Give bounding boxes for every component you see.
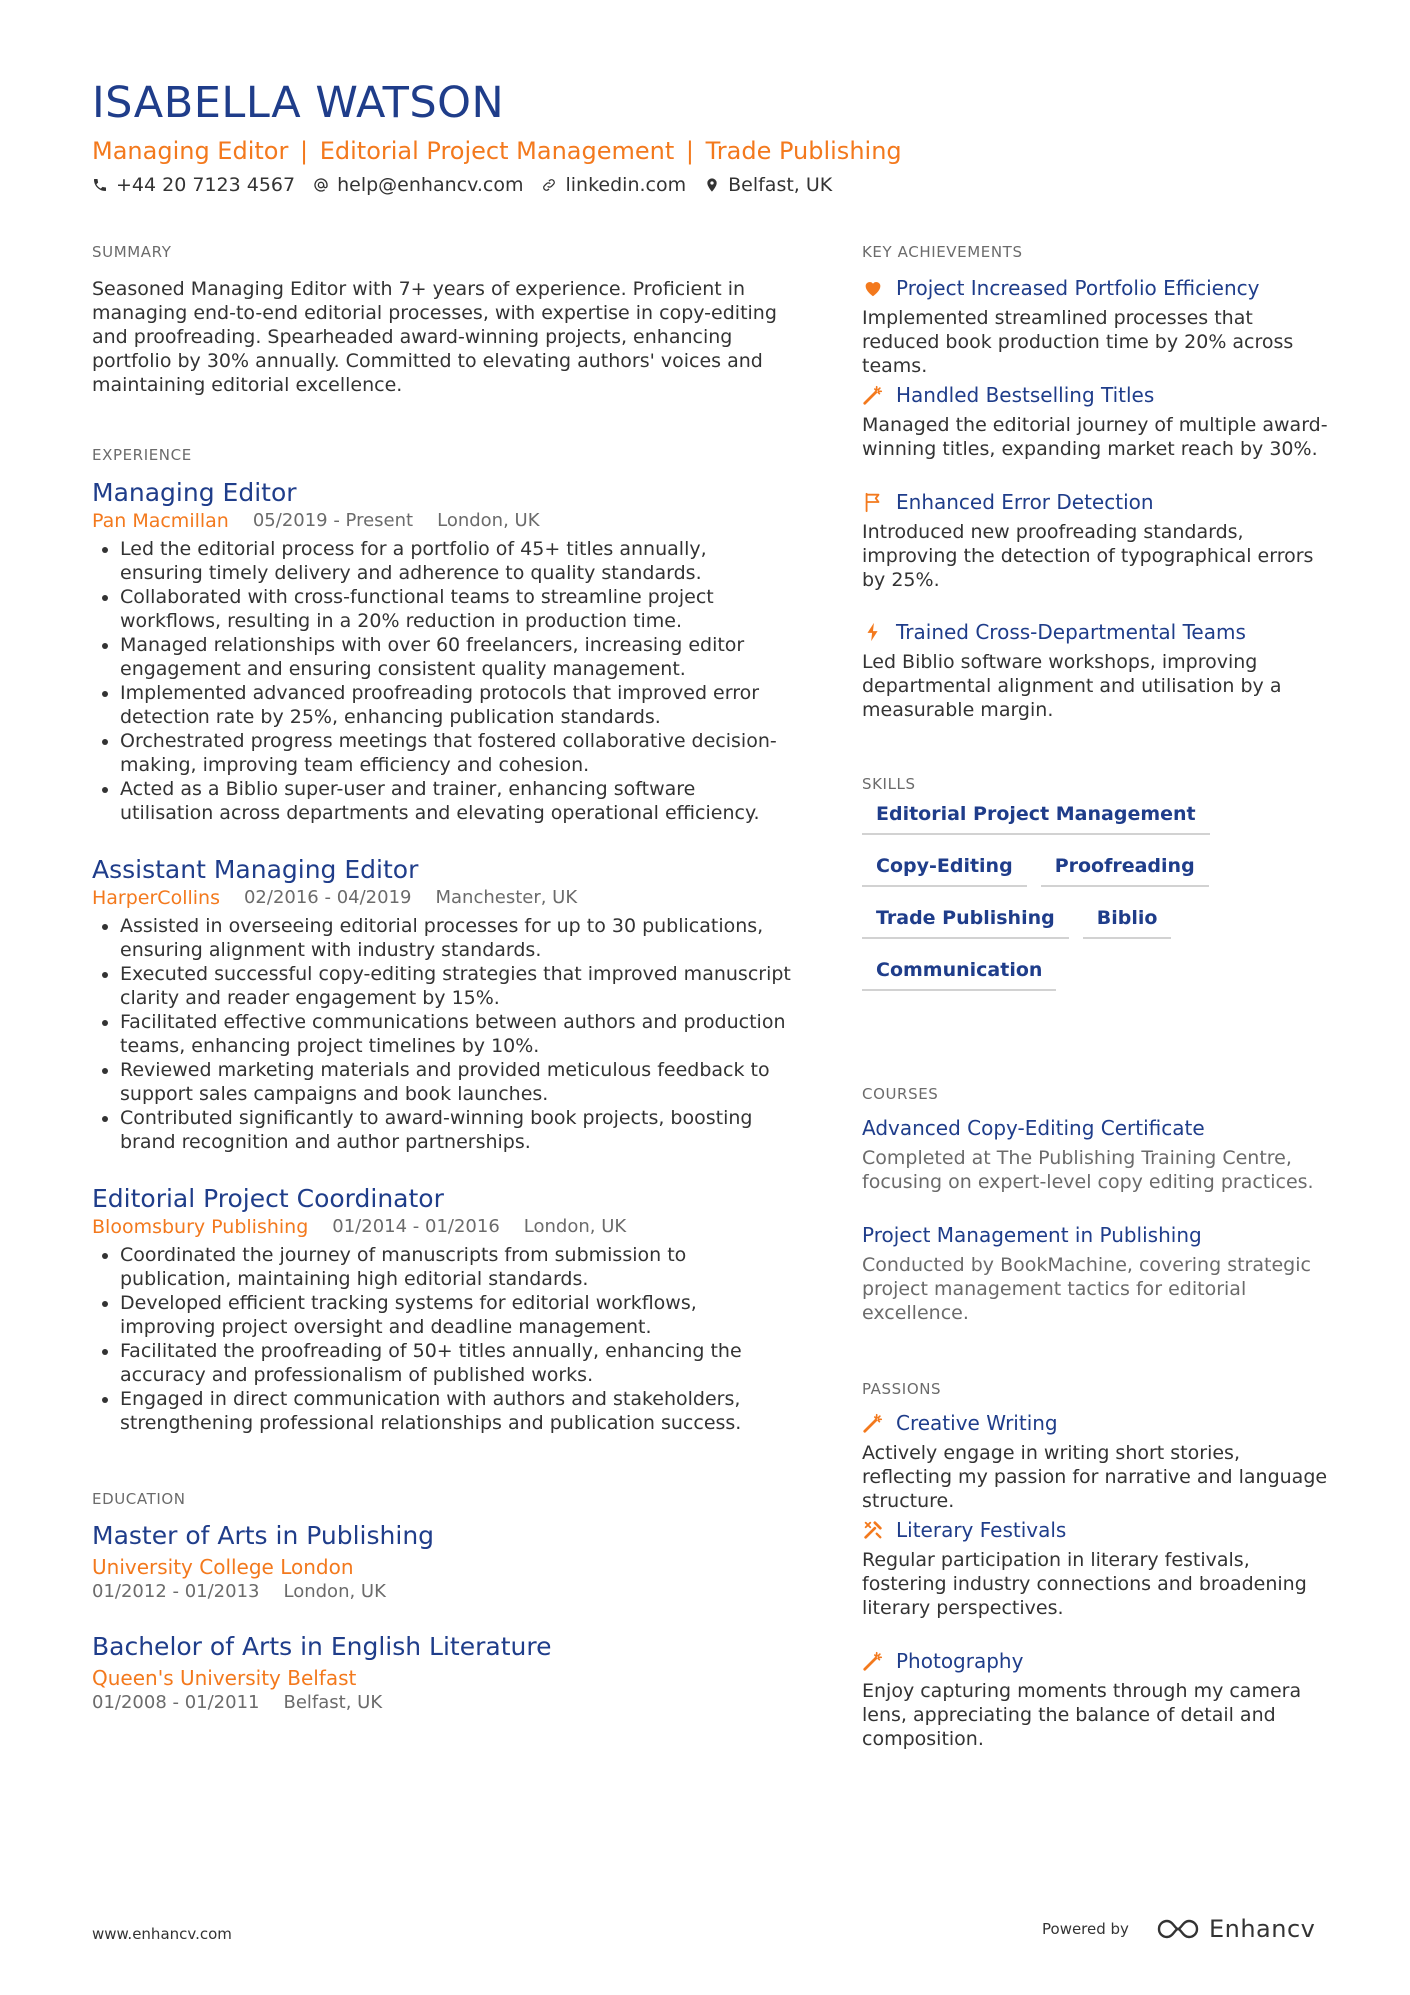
- passion-title: Literary Festivals: [896, 1518, 1067, 1542]
- passion-item: [862, 1517, 1332, 1620]
- company-name: Pan Macmillan: [92, 510, 229, 532]
- achievement-item: [862, 489, 1332, 592]
- job-bullet: • Coordinated the journey of manuscripts from submission to publication, maintaining high editorial standards.: [120, 1243, 792, 1291]
- education-meta: [92, 1580, 792, 1604]
- passion-item: [862, 1648, 1332, 1751]
- job-bullet: • Led the editorial process for a portfolio of 45+ titles annually, ensuring timely delivery and adherence to quality standards.: [120, 537, 792, 585]
- achievement-desc: Led Biblio software workshops, improving departmental alignment and utilisation by a measurable margin.: [862, 651, 1282, 721]
- bolt-icon: [862, 621, 884, 643]
- experience-entry: [92, 478, 792, 825]
- job-dates: 05/2019 - Present: [252, 510, 414, 531]
- passion-desc: Regular participation in literary festivals, fostering industry connections and broadening literary perspectives.: [862, 1549, 1307, 1619]
- contact-linkedin[interactable]: [541, 174, 686, 196]
- education-entry: [92, 1520, 792, 1604]
- achievements-heading: KEY ACHIEVEMENTS: [862, 243, 1023, 261]
- job-dates: 01/2014 - 01/2016: [332, 1216, 500, 1237]
- job-bullet: • Reviewed marketing materials and provided meticulous feedback to support sales campaigns and book launches.: [120, 1058, 792, 1106]
- education-heading: EDUCATION: [92, 1490, 186, 1508]
- magic-wand-icon: [862, 384, 884, 406]
- job-meta: [92, 886, 792, 910]
- passion-title: Creative Writing: [896, 1411, 1058, 1435]
- degree-title: Bachelor of Arts in English Literature: [92, 1632, 552, 1661]
- course-item: [862, 1222, 1342, 1325]
- experience-entry: [92, 1184, 792, 1435]
- headline-industry: Trade Publishing: [705, 137, 902, 165]
- headline: [92, 137, 902, 165]
- phone-icon: [92, 177, 108, 193]
- job-meta: [92, 509, 792, 533]
- headline-separator: |: [685, 137, 694, 165]
- location-pin-icon: [704, 177, 720, 193]
- company-name: HarperCollins: [92, 887, 220, 909]
- job-dates: 02/2016 - 04/2019: [243, 887, 412, 908]
- job-meta: [92, 1215, 792, 1239]
- contact-bar: [92, 174, 832, 196]
- contact-phone[interactable]: [92, 174, 295, 196]
- job-bullet: • Facilitated the proofreading of 50+ titles annually, enhancing the accuracy and professionalism of published works.: [120, 1339, 792, 1387]
- linkedin-text: linkedin.com: [565, 174, 687, 196]
- skill-tag: Biblio: [1083, 906, 1172, 939]
- achievement-desc: Managed the editorial journey of multiple award-winning titles, expanding market reach by 30%.: [862, 414, 1328, 460]
- headline-focus: Editorial Project Management: [319, 137, 675, 165]
- course-title: Advanced Copy-Editing Certificate: [862, 1116, 1205, 1140]
- enhancv-brand-text: Enhancv: [1208, 1915, 1316, 1943]
- achievement-item: [862, 382, 1332, 461]
- job-bullet: • Developed efficient tracking systems for editorial workflows, improving project oversight and deadline management.: [120, 1291, 792, 1339]
- skills-heading: SKILLS: [862, 775, 916, 793]
- summary-text: Seasoned Managing Editor with 7+ years of experience. Proficient in managing end-to-end editorial processes, with expertise in copy-editing and proofreading. Spearheaded award-winning projects, enhancing portfolio by 30% annually. Committed to elevating authors' voices and maintaining editorial excellence.: [92, 278, 777, 396]
- job-bullets: [92, 537, 792, 825]
- education-dates: 01/2012 - 01/2013: [92, 1581, 260, 1602]
- skills-list: [862, 802, 1332, 1010]
- magic-wand-icon: [862, 1650, 884, 1672]
- skill-tag: Editorial Project Management: [862, 802, 1210, 835]
- skill-tag: Trade Publishing: [862, 906, 1069, 939]
- footer-branding[interactable]: [1042, 1915, 1315, 1943]
- job-location: London, UK: [523, 1216, 627, 1237]
- headline-separator: |: [299, 137, 309, 165]
- skill-tag: Copy-Editing: [862, 854, 1027, 887]
- job-bullet: • Acted as a Biblio super-user and trainer, enhancing software utilisation across departments and elevating operational efficiency.: [120, 777, 792, 825]
- flag-icon: [862, 491, 884, 513]
- passion-item: [862, 1410, 1332, 1513]
- email-text: help@enhancv.com: [337, 174, 524, 196]
- job-bullet: • Executed successful copy-editing strategies that improved manuscript clarity and reader engagement by 15%.: [120, 962, 792, 1010]
- magic-wand-icon: [862, 1412, 884, 1434]
- achievement-title: Project Increased Portfolio Efficiency: [896, 276, 1260, 300]
- headline-role: Managing Editor: [92, 137, 289, 165]
- link-icon: [541, 177, 557, 193]
- achievement-title: Handled Bestselling Titles: [896, 383, 1155, 407]
- job-bullets: [92, 914, 792, 1154]
- education-meta: [92, 1691, 792, 1715]
- location-text: Belfast, UK: [728, 174, 833, 196]
- degree-title: Master of Arts in Publishing: [92, 1521, 435, 1550]
- job-location: London, UK: [437, 510, 540, 531]
- skill-tag: Proofreading: [1041, 854, 1209, 887]
- passion-desc: Enjoy capturing moments through my camera lens, appreciating the balance of detail and composition.: [862, 1680, 1302, 1750]
- job-bullet: • Managed relationships with over 60 freelancers, increasing editor engagement and ensuring consistent quality management.: [120, 633, 792, 681]
- candidate-name: ISABELLA WATSON: [92, 78, 505, 128]
- job-bullet: • Contributed significantly to award-winning book projects, boosting brand recognition and author partnerships.: [120, 1106, 792, 1154]
- education-dates: 01/2008 - 01/2011: [92, 1692, 260, 1713]
- skill-tag: Communication: [862, 958, 1056, 991]
- job-bullet: • Collaborated with cross-functional teams to streamline project workflows, resulting in a 20% reduction in production time.: [120, 585, 792, 633]
- enhancv-logo-icon: [1155, 1916, 1201, 1942]
- footer-website-link[interactable]: www.enhancv.com: [92, 1925, 232, 1943]
- achievement-title: Enhanced Error Detection: [896, 490, 1154, 514]
- job-bullet: • Implemented advanced proofreading protocols that improved error detection rate by 25%, enhancing publication standards.: [120, 681, 792, 729]
- passion-title: Photography: [896, 1649, 1024, 1673]
- education-entry: [92, 1631, 792, 1715]
- job-location: Manchester, UK: [435, 887, 578, 908]
- contact-location: [704, 174, 832, 196]
- course-desc: Conducted by BookMachine, covering strategic project management tactics for editorial excellence.: [862, 1254, 1311, 1324]
- at-icon: [313, 177, 329, 193]
- summary-heading: SUMMARY: [92, 243, 172, 261]
- passions-heading: PASSIONS: [862, 1380, 942, 1398]
- phone-text: +44 20 7123 4567: [116, 174, 296, 196]
- heart-icon: [862, 277, 884, 299]
- job-bullet: • Facilitated effective communications between authors and production teams, enhancing project timelines by 10%.: [120, 1010, 792, 1058]
- powered-by-label: Powered by: [1042, 1920, 1129, 1938]
- achievement-item: [862, 619, 1332, 722]
- achievement-item: [862, 275, 1332, 378]
- tools-icon: [862, 1519, 884, 1541]
- job-bullet: • Orchestrated progress meetings that fostered collaborative decision-making, improving team efficiency and cohesion.: [120, 729, 792, 777]
- school-name: Queen's University Belfast: [92, 1666, 357, 1690]
- education-location: Belfast, UK: [283, 1692, 383, 1713]
- job-title: Assistant Managing Editor: [92, 855, 419, 884]
- experience-entry: [92, 855, 792, 1154]
- job-title: Managing Editor: [92, 478, 297, 507]
- course-item: [862, 1115, 1342, 1194]
- contact-email[interactable]: [313, 174, 523, 196]
- job-title: Editorial Project Coordinator: [92, 1184, 444, 1213]
- experience-heading: EXPERIENCE: [92, 446, 192, 464]
- job-bullet: • Assisted in overseeing editorial processes for up to 30 publications, ensuring alignment with industry standards.: [120, 914, 792, 962]
- enhancv-logo: [1155, 1915, 1315, 1943]
- school-name: University College London: [92, 1555, 354, 1579]
- job-bullets: [92, 1243, 792, 1435]
- achievement-desc: Introduced new proofreading standards, improving the detection of typographical errors by 25%.: [862, 521, 1314, 591]
- job-bullet: • Engaged in direct communication with authors and stakeholders, strengthening professional relationships and publication success.: [120, 1387, 792, 1435]
- course-title: Project Management in Publishing: [862, 1223, 1202, 1247]
- passion-desc: Actively engage in writing short stories, reflecting my passion for narrative and language structure.: [862, 1442, 1328, 1512]
- achievement-desc: Implemented streamlined processes that reduced book production time by 20% across teams.: [862, 307, 1294, 377]
- achievement-title: Trained Cross-Departmental Teams: [896, 620, 1246, 644]
- course-desc: Completed at The Publishing Training Centre, focusing on expert-level copy editing practices.: [862, 1147, 1314, 1193]
- courses-heading: COURSES: [862, 1085, 939, 1103]
- company-name: Bloomsbury Publishing: [92, 1216, 309, 1238]
- education-location: London, UK: [283, 1581, 386, 1602]
